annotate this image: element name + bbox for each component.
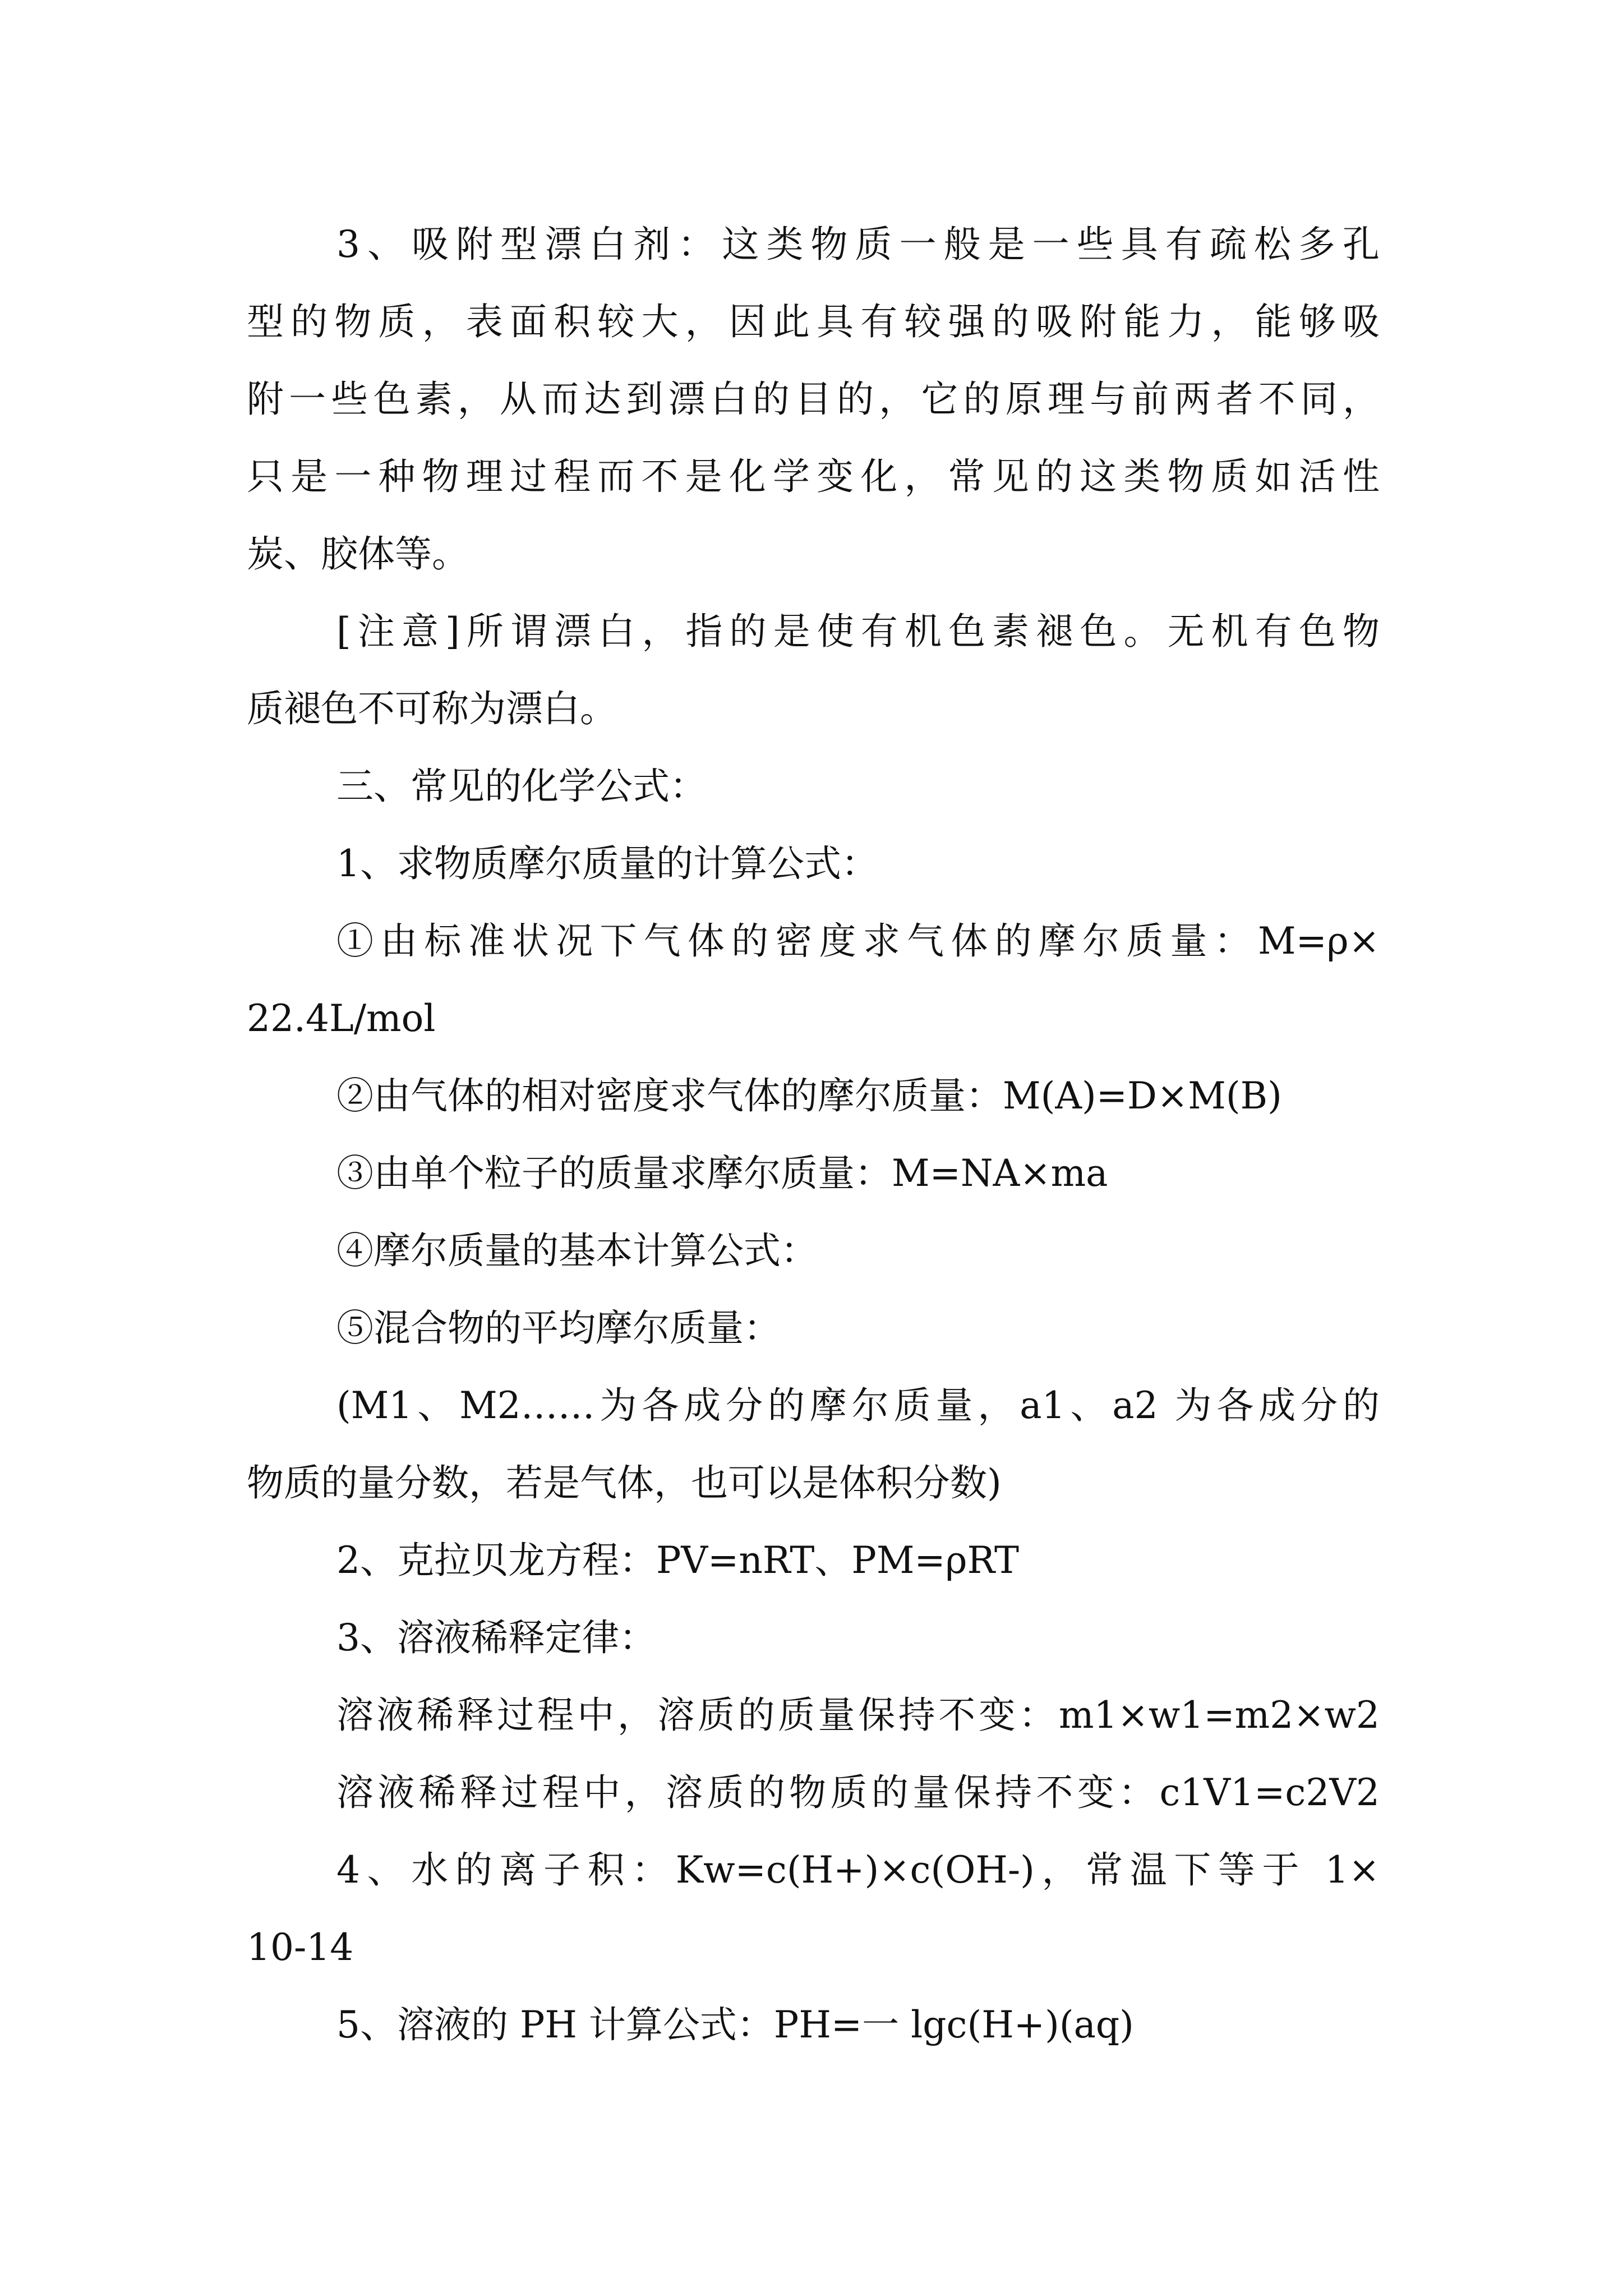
paragraph-line: 炭、胶体等。 (247, 532, 469, 576)
formula-line: ④摩尔质量的基本计算公式： (336, 1229, 818, 1272)
formula-line: ⑤混合物的平均摩尔质量： (336, 1306, 781, 1350)
item-heading: 2、克拉贝龙方程：PV=nRT、PM=ρRT (336, 1539, 1020, 1582)
formula-line: ③由单个粒子的质量求摩尔质量：M=NA×ma (336, 1152, 1108, 1195)
note-line: [注意]所谓漂白，指的是使有机色素褪色。无机有色物 (336, 610, 1380, 653)
section-heading: 三、常见的化学公式： (336, 765, 707, 808)
paragraph-line: 只是一种物理过程而不是化学变化，常见的这类物质如活性 (247, 455, 1380, 498)
formula-line: 22.4L/mol (247, 997, 436, 1040)
paragraph-line: 3、吸附型漂白剂：这类物质一般是一些具有疏松多孔 (336, 223, 1380, 266)
formula-line: 溶液稀释过程中，溶质的物质的量保持不变：c1V1=c2V2 (336, 1771, 1380, 1814)
formula-line: ①由标准状况下气体的密度求气体的摩尔质量：M=ρ× (336, 919, 1380, 963)
paragraph-line: 型的物质，表面积较大，因此具有较强的吸附能力，能够吸 (247, 300, 1380, 343)
note-line: 质褪色不可称为漂白。 (247, 687, 617, 730)
formula-line: 10-14 (247, 1926, 354, 1969)
formula-line: ②由气体的相对密度求气体的摩尔质量：M(A)=D×M(B) (336, 1074, 1282, 1117)
item-heading: 1、求物质摩尔质量的计算公式： (336, 842, 878, 885)
paragraph-line: 附一些色素，从而达到漂白的目的，它的原理与前两者不同， (247, 378, 1380, 421)
item-heading: 3、溶液稀释定律： (336, 1616, 656, 1659)
paragraph-line: 物质的量分数，若是气体，也可以是体积分数) (247, 1461, 1002, 1504)
paragraph-line: (M1、M2……为各成分的摩尔质量，a1、a2 为各成分的 (336, 1384, 1380, 1427)
formula-line: 溶液稀释过程中，溶质的质量保持不变：m1×w1=m2×w2 (336, 1694, 1380, 1737)
formula-line: 4、水的离子积：Kw=c(H+)×c(OH-)，常温下等于 1× (336, 1848, 1380, 1892)
formula-line: 5、溶液的 PH 计算公式：PH=一 lgc(H+)(aq) (336, 2003, 1134, 2046)
